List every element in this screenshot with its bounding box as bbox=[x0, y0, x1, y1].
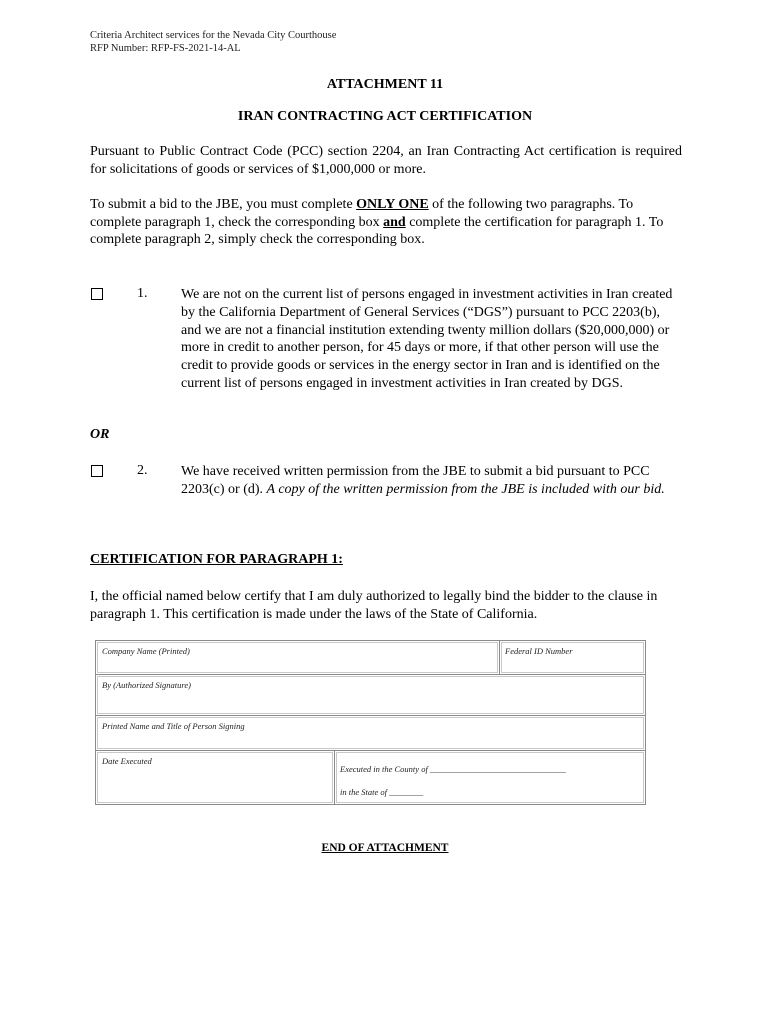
county-label: Executed in the County of ________________________________ bbox=[340, 764, 566, 774]
option-2-statement: We have received written permission from the JBE to submit a bid pursuant to PCC 2203(c) or (d). bbox=[181, 464, 650, 497]
option-1-number: 1. bbox=[137, 286, 148, 301]
certification-form bbox=[95, 640, 646, 805]
printed-name-field[interactable] bbox=[95, 715, 646, 751]
and-emphasis: and bbox=[383, 214, 406, 230]
federal-id-field[interactable] bbox=[499, 640, 646, 675]
federal-id-label: Federal ID Number bbox=[505, 646, 573, 656]
instructions-part1: To submit a bid to the JBE, you must complete bbox=[90, 197, 357, 212]
document-title: IRAN CONTRACTING ACT CERTIFICATION bbox=[237, 109, 533, 124]
state-label: in the State of ________ bbox=[340, 787, 424, 797]
execution-location-field[interactable] bbox=[334, 750, 646, 805]
instructions-part3: complete the certification for paragraph 1. To complete paragraph 2, simply check the corresponding box. bbox=[90, 214, 664, 247]
or-separator: OR bbox=[90, 427, 110, 442]
option-2-number: 2. bbox=[137, 463, 148, 478]
header-rfp-number: RFP Number: RFP-FS-2021-14-AL bbox=[90, 43, 241, 54]
option-2-note: A copy of the written permission from the JBE is included with our bid. bbox=[266, 481, 665, 497]
instructions-paragraph bbox=[90, 196, 682, 249]
option-2-text bbox=[181, 463, 681, 499]
only-one-emphasis: ONLY ONE bbox=[356, 197, 429, 212]
date-executed-label: Date Executed bbox=[102, 756, 152, 766]
authorized-signature-field[interactable] bbox=[95, 674, 646, 716]
instructions-part2: of the following two paragraphs. To complete paragraph 1, check the corresponding box bbox=[90, 197, 634, 230]
attachment-title: ATTACHMENT 11 bbox=[326, 77, 444, 92]
page-header bbox=[90, 29, 336, 55]
date-executed-field[interactable] bbox=[95, 750, 335, 805]
company-name-label: Company Name (Printed) bbox=[102, 646, 190, 656]
intro-paragraph: Pursuant to Public Contract Code (PCC) section 2204, an Iran Contracting Act certification is required for solicitations of goods or services of $1,000,000 or more. bbox=[90, 144, 682, 177]
option-1-checkbox[interactable] bbox=[91, 288, 103, 300]
certification-heading: CERTIFICATION FOR PARAGRAPH 1: bbox=[90, 552, 343, 567]
printed-name-label: Printed Name and Title of Person Signing bbox=[102, 721, 245, 731]
option-2-checkbox[interactable] bbox=[91, 465, 103, 477]
option-1-text: We are not on the current list of persons engaged in investment activities in Iran created by the California Department of General Services (“DGS”) pursuant to PCC 2203(b), and we are not a financial institution extending twenty million dollars ($20,000,000) or more in credit to another person, for 45 days or more, if that other person will use the credit to provide goods or services in the energy sector in Iran and is identified on the current list of persons engaged in investment activities in Iran created by DGS. bbox=[181, 287, 673, 391]
authorized-signature-label: By (Authorized Signature) bbox=[102, 680, 191, 690]
header-project-line: Criteria Architect services for the Nevada City Courthouse bbox=[90, 30, 337, 41]
company-name-field[interactable] bbox=[95, 640, 500, 675]
end-of-attachment: END OF ATTACHMENT bbox=[321, 842, 449, 854]
certification-paragraph: I, the official named below certify that I am duly authorized to legally bind the bidder to the clause in paragraph 1. This certification is made under the laws of the State of California. bbox=[90, 589, 658, 622]
